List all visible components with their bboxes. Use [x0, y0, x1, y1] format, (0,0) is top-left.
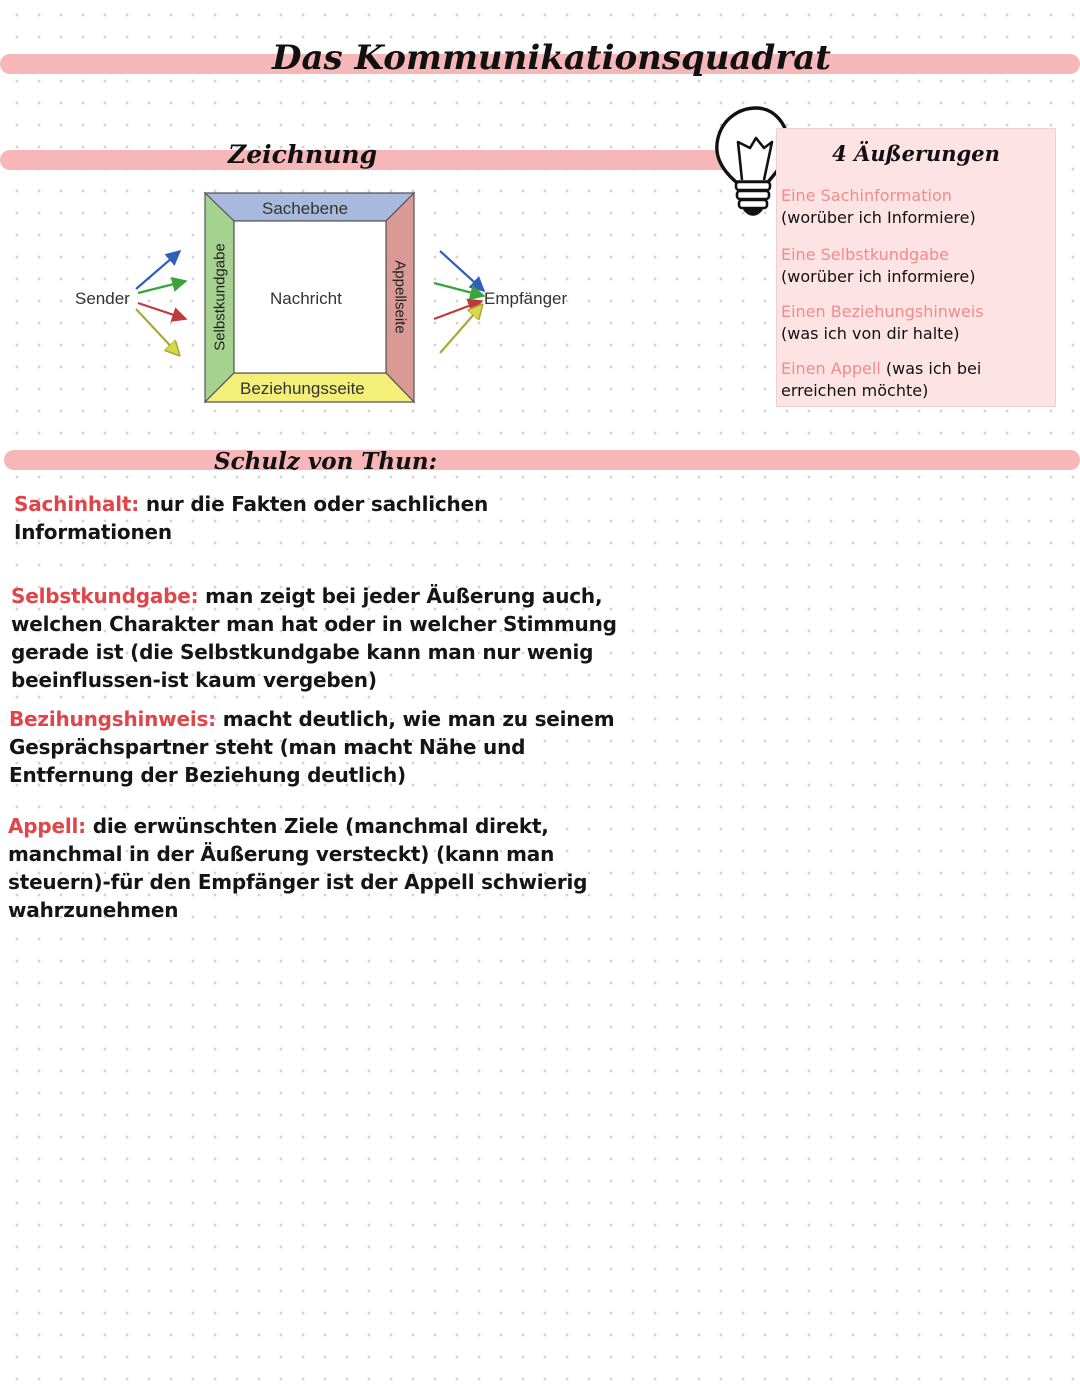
section-heading-zeichnung: Zeichnung — [228, 140, 378, 169]
side-label-left: Selbstkundgabe — [211, 243, 229, 351]
tip-box-title: 4 Äußerungen — [832, 141, 1000, 166]
tip-item-desc: (worüber ich informiere) — [781, 267, 976, 286]
definition-term: Selbstkundgabe: — [11, 584, 199, 608]
definition-text: macht deutlich, wie man zu seinem Gesprächspartner steht (man macht Nähe und Entfernung der Beziehung deutlich) — [9, 707, 615, 787]
tip-item-term: Einen Beziehungshinweis — [781, 302, 984, 321]
definition-text: die erwünschten Ziele (manchmal direkt, manchmal in der Äußerung versteckt) (kann man steuern)-für den Empfänger ist der Appell schwierig wahrzunehmen — [8, 814, 588, 922]
definition-term: Appell: — [8, 814, 86, 838]
tip-item-desc: (was ich von dir halte) — [781, 324, 960, 343]
tip-item-term: Einen Appell — [781, 359, 881, 378]
tip-item-term: Eine Sachinformation — [781, 186, 952, 205]
arrow-sender-red — [138, 303, 186, 319]
side-label-bottom: Beziehungsseite — [240, 379, 365, 398]
arrow-sender-green — [138, 281, 186, 293]
side-label-top: Sachebene — [262, 199, 349, 218]
definition-beziehungshinweis — [9, 705, 629, 789]
tip-item — [781, 358, 1053, 402]
tip-item-term: Eine Selbstkundgabe — [781, 245, 950, 264]
tip-item — [781, 301, 1053, 345]
definition-appell — [8, 812, 608, 924]
arrow-receiver-blue — [440, 251, 484, 291]
section-heading-schulz-von-thun: Schulz von Thun: — [214, 448, 438, 475]
definition-sachinhalt — [14, 490, 534, 546]
tip-item-desc: (worüber ich Informiere) — [781, 208, 976, 227]
definition-term: Sachinhalt: — [14, 492, 140, 516]
tip-item — [781, 185, 1053, 229]
communication-square-diagram — [60, 185, 600, 410]
page-title: Das Kommunikationsquadrat — [272, 38, 831, 78]
receiver-label: Empfänger — [484, 289, 568, 308]
tip-box — [776, 128, 1056, 407]
tip-item — [781, 244, 1053, 288]
definition-text: nur die Fakten oder sachlichen Informationen — [14, 492, 488, 544]
sender-label: Sender — [75, 289, 130, 308]
side-label-right: Appellseite — [391, 260, 409, 334]
arrow-receiver-red — [434, 301, 482, 319]
schulz-highlight — [4, 450, 1080, 470]
tip-item-desc: (was ich bei erreichen möchte) — [781, 359, 982, 400]
definition-selbstkundgabe — [11, 582, 651, 694]
center-label: Nachricht — [270, 289, 342, 308]
definition-term: Bezihungshinweis: — [9, 707, 216, 731]
arrow-sender-olive — [136, 309, 179, 355]
arrow-receiver-olive — [440, 305, 482, 353]
definition-text: man zeigt bei jeder Äußerung auch, welchen Charakter man hat oder in welcher Stimmung gerade ist (die Selbstkundgabe kann man nur wenig beeinflussen-ist kaum vergeben) — [11, 584, 617, 692]
